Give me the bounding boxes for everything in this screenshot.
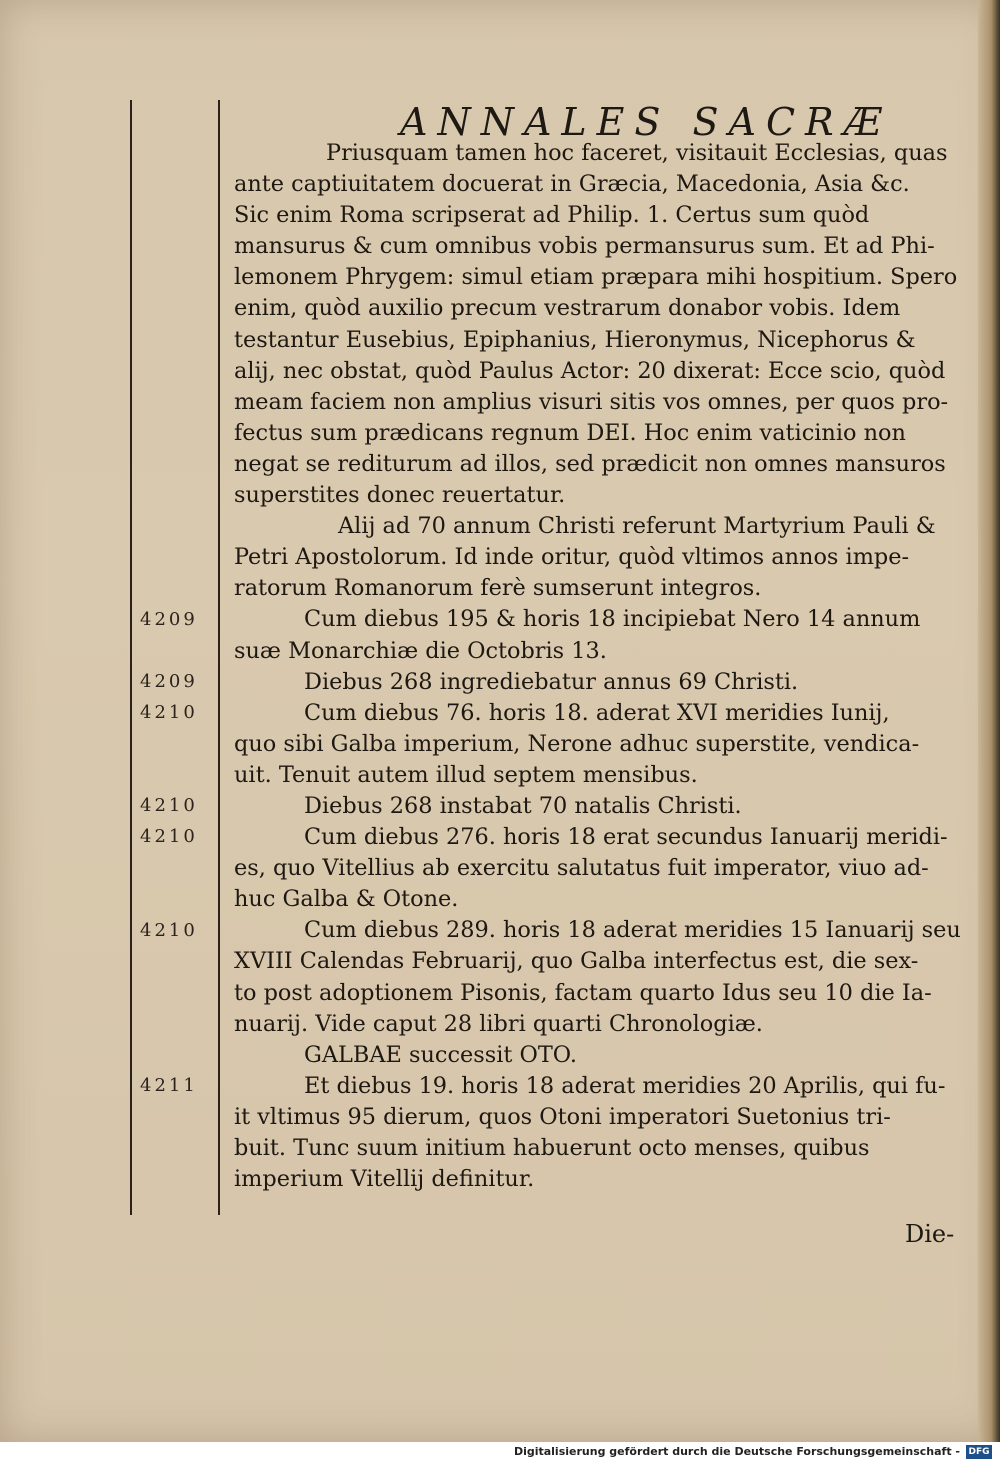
text-line: Cum diebus 195 & horis 18 incipiebat Nero 14 annum <box>304 606 921 633</box>
text-line: Petri Apostolorum. Id inde oritur, quòd vltimos annos impe- <box>234 544 910 571</box>
text-line: Cum diebus 76. horis 18. aderat XVI meridies Iunij, <box>304 699 890 726</box>
text-line: testantur Eusebius, Epiphanius, Hieronymus, Nicephorus & <box>234 326 916 353</box>
text-line: huc Galba & Otone. <box>234 886 459 913</box>
margin-rule-inner <box>218 100 220 1215</box>
text-line: quo sibi Galba imperium, Nerone adhuc superstite, vendica- <box>234 730 920 757</box>
margin-year-note: 4209 <box>140 670 198 692</box>
text-line: buit. Tunc suum initium habuerunt octo menses, quibus <box>234 1135 870 1161</box>
text-line: uit. Tenuit autem illud septem mensibus. <box>234 761 698 788</box>
text-line: suæ Monarchiæ die Octobris 13. <box>234 637 607 664</box>
margin-year-note: 4211 <box>140 1075 198 1096</box>
text-line: fectus sum prædicans regnum DEI. Hoc enim vaticinio non <box>234 419 906 446</box>
text-line: GALBAE successit OTO. <box>304 1041 577 1068</box>
margin-year-note: 4210 <box>140 826 198 848</box>
body-text <box>234 138 966 1195</box>
text-line: lemonem Phrygem: simul etiam præpara mihi hospitium. Spero <box>234 264 958 291</box>
page-edge <box>978 0 1000 1442</box>
text-line: to post adoptionem Pisonis, factam quarto Idus seu 10 die Ia- <box>234 979 932 1006</box>
footer-bar <box>0 1442 1000 1464</box>
text-line: mansurus & cum omnibus vobis permansurus sum. Et ad Phi- <box>234 233 935 260</box>
text-line: Diebus 268 instabat 70 natalis Christi. <box>304 792 742 819</box>
margin-year-note: 4210 <box>140 919 198 941</box>
text-line: it vltimus 95 dierum, quos Otoni imperatori Suetonius tri- <box>234 1103 891 1130</box>
text-line: Priusquam tamen hoc faceret, visitauit Ecclesias, quas <box>326 140 948 166</box>
text-line: es, quo Vitellius ab exercitu salutatus fuit imperator, viuo ad- <box>234 855 929 882</box>
margin-year-note: 4209 <box>140 608 198 630</box>
text-line: Diebus 268 ingrediebatur annus 69 Christi. <box>304 668 799 695</box>
text-line: negat se rediturum ad illos, sed prædicit non omnes mansuros <box>234 450 946 477</box>
running-head: ANNALES SACRÆ <box>400 100 892 144</box>
text-line: meam faciem non amplius visuri sitis vos omnes, per quos pro- <box>234 388 949 415</box>
text-line: ratorum Romanorum ferè sumserunt integros. <box>234 575 762 602</box>
text-line: Cum diebus 289. horis 18 aderat meridies 15 Ianuarij seu <box>304 917 961 944</box>
text-line: ante captiuitatem docuerat in Græcia, Macedonia, Asia &c. <box>234 171 910 198</box>
dfg-logo-icon: DFG <box>966 1445 992 1459</box>
margin-rule-outer <box>130 100 132 1215</box>
text-line: Sic enim Roma scripserat ad Philip. 1. Certus sum quòd <box>234 202 870 229</box>
text-line: XVIII Calendas Februarij, quo Galba interfectus est, die sex- <box>234 948 919 975</box>
text-line: imperium Vitellij definitur. <box>234 1166 535 1193</box>
catchword: Die- <box>905 1220 955 1248</box>
text-line: nuarij. Vide caput 28 libri quarti Chronologiæ. <box>234 1010 763 1037</box>
margin-year-note: 4210 <box>140 795 198 817</box>
text-line: Alij ad 70 annum Christi referunt Martyrium Pauli & <box>338 513 936 540</box>
footer-credit: Digitalisierung gefördert durch die Deutsche Forschungsgemeinschaft - <box>513 1445 960 1458</box>
text-line: alij, nec obstat, quòd Paulus Actor: 20 dixerat: Ecce scio, quòd <box>234 357 946 384</box>
text-line: Cum diebus 276. horis 18 erat secundus Ianuarij meridi- <box>304 824 948 851</box>
text-line: Et diebus 19. horis 18 aderat meridies 20 Aprilis, qui fu- <box>304 1072 946 1099</box>
margin-year-note: 4210 <box>140 701 198 723</box>
text-line: superstites donec reuertatur. <box>234 482 566 509</box>
text-line: enim, quòd auxilio precum vestrarum donabor vobis. Idem <box>234 295 901 322</box>
